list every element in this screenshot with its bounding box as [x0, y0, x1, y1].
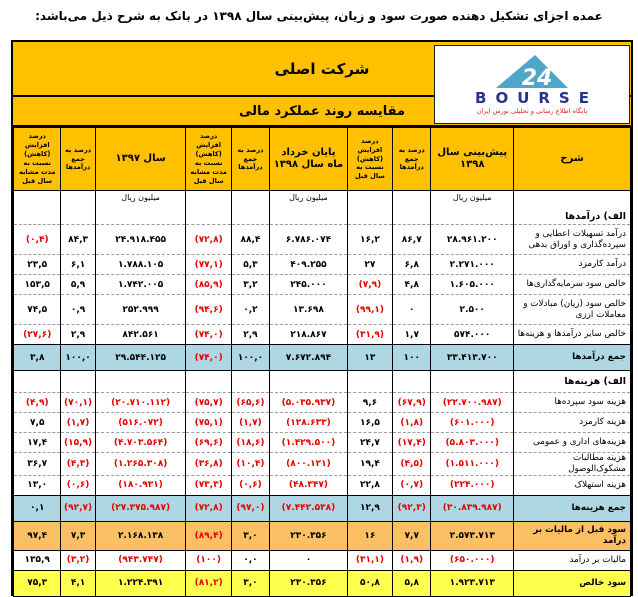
cell-value: (۱,۷) [231, 413, 269, 433]
empty-cell [14, 371, 61, 393]
cell-value: ۲.۱۶۸.۱۳۸ [95, 521, 186, 550]
cell-value: (۱.۵۱۱.۰۰۰) [431, 453, 514, 476]
cell-value: ۵,۳ [231, 255, 269, 275]
cell-value: (۰,۷) [393, 475, 431, 495]
logo-tagline: پایگاه اطلاع رسانی و تحلیلی بورس ایران [476, 107, 588, 115]
header-row [14, 128, 631, 191]
cell-value: ۳,۲ [231, 275, 269, 295]
cell-value: ۲۵۲.۹۹۹ [95, 295, 186, 325]
row-label: خالص سود سرمایه‌گذاری‌ها [514, 275, 631, 295]
empty-cell [393, 371, 431, 393]
cell-value: ۳۶,۷ [14, 453, 61, 476]
unit-label: میلیون ریال [431, 191, 514, 225]
row-label: سود قبل از مالیات بر درآمد [514, 521, 631, 550]
cell-value: ۹,۶ [347, 393, 392, 413]
cell-value: (۱,۹) [393, 550, 431, 570]
unit-label: میلیون ریال [95, 191, 186, 225]
table-row [14, 475, 631, 495]
cell-value: (۰,۶) [231, 475, 269, 495]
cell-value: (۴.۷۰۳.۵۶۴) [95, 433, 186, 453]
cell-value: (۰,۶) [61, 475, 95, 495]
cell-value: (۱.۲۶۵.۳۰۸) [95, 453, 186, 476]
table-row [14, 433, 631, 453]
cell-value: (۱۲۸.۶۳۳) [270, 413, 348, 433]
cell-value: ۴,۸ [393, 275, 431, 295]
cell-value: (۹۹,۱) [347, 295, 392, 325]
cell-value: (۷۳,۳) [186, 475, 231, 495]
cell-value: ۵,۹ [61, 275, 95, 295]
cell-value: ۵,۸ [393, 570, 431, 596]
empty-cell [61, 191, 95, 225]
empty-cell [347, 371, 392, 393]
cell-value: ۱۹,۴ [347, 453, 392, 476]
cell-value: (۶۵,۶) [231, 393, 269, 413]
cell-value: (۵۱۶.۰۷۲) [95, 413, 186, 433]
empty-cell [14, 191, 61, 225]
cell-value: (۷.۴۴۲.۵۳۸) [270, 495, 348, 521]
cell-value: ۶,۱ [61, 255, 95, 275]
cell-value: (۷۲,۸) [186, 495, 231, 521]
cell-value: (۱۸,۶) [231, 433, 269, 453]
cell-value: ۹۷,۴ [14, 521, 61, 550]
cell-value: ۱.۷۸۸.۱۰۵ [95, 255, 186, 275]
row-label: جمع درآمدها [514, 345, 631, 371]
row-label: خالص سود (زیان) مبادلات و معاملات ارزی [514, 295, 631, 325]
cell-value: (۱۷,۴) [393, 433, 431, 453]
empty-cell [231, 371, 269, 393]
table-row [14, 255, 631, 275]
cell-value: ۰,۲ [231, 295, 269, 325]
cell-value: ۶,۸ [393, 255, 431, 275]
table-row [14, 295, 631, 325]
cell-value: (۷,۹) [347, 275, 392, 295]
col-description: شرح [514, 128, 631, 191]
col-pct-of-revenue-1398: درصد به جمع درآمدها [393, 128, 431, 191]
financial-table [13, 127, 631, 597]
cell-value: ۴,۱ [61, 570, 95, 596]
row-label: سود خالص [514, 570, 631, 596]
cell-value: (۱۸۰.۹۳۱) [95, 475, 186, 495]
cell-value: ۲۸.۹۶۱.۲۰۰ [431, 225, 514, 255]
cell-value: ۷۴,۵ [14, 295, 61, 325]
cell-value: ۱,۷ [393, 325, 431, 345]
page-title: عمده اجزای تشکیل دهنده صورت سود و زیان، پیش‌بینی سال ۱۳۹۸ در بانک به شرح ذیل می‌باشد: [35, 9, 603, 23]
cell-value: (۶۷,۹) [393, 393, 431, 413]
cell-value: (۲۲.۷۰۰.۹۸۷) [431, 393, 514, 413]
cell-value: ۲.۲۷۱.۰۰۰ [431, 255, 514, 275]
cell-value: (۲۲۴.۰۰۰) [431, 475, 514, 495]
empty-cell [431, 371, 514, 393]
table-row [14, 521, 631, 550]
row-label: هزینه سود سپرده‌ها [514, 393, 631, 413]
empty-cell [186, 371, 231, 393]
cell-value: (۴,۵) [393, 453, 431, 476]
table-body [14, 191, 631, 597]
cell-value: ۱۳,۰ [14, 475, 61, 495]
cell-value: (۳۱,۱) [347, 550, 392, 570]
row-label: خالص سایر درآمدها و هزینه‌ها [514, 325, 631, 345]
cell-value: ۵۷۴.۰۰۰ [431, 325, 514, 345]
cell-value: (۵.۰۳۵.۹۳۷) [270, 393, 348, 413]
cell-value: ۲.۵۰۰ [431, 295, 514, 325]
cell-value: ۲۴,۷ [347, 433, 392, 453]
row-label: مالیات بر درآمد [514, 550, 631, 570]
company-name: شرکت اصلی [274, 59, 370, 78]
cell-value: (۷۲,۸) [186, 225, 231, 255]
cell-value: (۱۵,۹) [61, 433, 95, 453]
cell-value: ۱۷,۴ [14, 433, 61, 453]
cell-value: ۷,۵ [14, 413, 61, 433]
row-label: هزینه مطالبات مشکوک‌الوصول [514, 453, 631, 476]
cell-value: ۲۱۸.۸۶۷ [270, 325, 348, 345]
cell-value: ۱۵۳,۵ [14, 275, 61, 295]
col-change-vs-same-period-1397: درصد افزایش (کاهش) نسبت به مدت مشابه سال قبل [14, 128, 61, 191]
cell-value: (۸۹,۴) [186, 521, 231, 550]
cell-value: ۱۳ [347, 345, 392, 371]
row-label: هزینه کارمزد [514, 413, 631, 433]
cell-value: ۲۹.۵۴۴.۱۲۵ [95, 345, 186, 371]
col-pct-of-revenue-khordad: درصد به جمع درآمدها [231, 128, 269, 191]
empty-cell [186, 191, 231, 225]
cell-value: ۰ [270, 550, 348, 570]
col-change-vs-same-period-khordad: درصد افزایش (کاهش) نسبت به مدت مشابه سال قبل [186, 128, 231, 191]
bourse24-logo [434, 45, 630, 124]
cell-value: (۹۴۳.۷۴۷) [95, 550, 186, 570]
cell-value: ۳,۰ [231, 570, 269, 596]
cell-value: ۰,۰ [231, 550, 269, 570]
cell-value: ۱.۶۰۵.۰۰۰ [431, 275, 514, 295]
cell-value: ۱۶,۲ [347, 225, 392, 255]
cell-value: ۳,۸ [14, 345, 61, 371]
cell-value: (۹۲,۷) [61, 495, 95, 521]
report-title: مقایسه روند عملکرد مالی [239, 103, 405, 119]
cell-value: ۲۴.۹۱۸.۴۵۵ [95, 225, 186, 255]
cell-value: ۲۳۰.۳۵۶ [270, 521, 348, 550]
cell-value: ۸۸,۴ [231, 225, 269, 255]
cell-value: (۶۹,۶) [186, 433, 231, 453]
cell-value: ۳,۰ [231, 521, 269, 550]
cell-value: (۲۷.۳۷۵.۹۸۷) [95, 495, 186, 521]
empty-cell [231, 191, 269, 225]
cell-value: (۷۰,۱) [61, 393, 95, 413]
cell-value: ۵۰,۸ [347, 570, 392, 596]
cell-value: (۷۷,۱) [186, 255, 231, 275]
cell-value: (۴۸.۳۴۷) [270, 475, 348, 495]
empty-cell [95, 371, 186, 393]
section-revenues-label: الف) درآمدها [514, 191, 631, 225]
cell-value: ۲۳۰.۳۵۶ [270, 570, 348, 596]
cell-value: (۹۲,۳) [393, 495, 431, 521]
cell-value: ۸۴,۳ [61, 225, 95, 255]
unit-label: میلیون ریال [270, 191, 348, 225]
cell-value: (۷۴,۰) [186, 325, 231, 345]
table-row [14, 495, 631, 521]
col-year-1397: سال ۱۳۹۷ [95, 128, 186, 191]
empty-cell [347, 191, 392, 225]
table-row [14, 413, 631, 433]
cell-value: (۹۴,۶) [186, 295, 231, 325]
cell-value: (۴,۹) [14, 393, 61, 413]
cell-value: ۰,۹ [61, 295, 95, 325]
table-row [14, 453, 631, 476]
row-label: هزینه‌های اداری و عمومی [514, 433, 631, 453]
table-row [14, 550, 631, 570]
cell-value: (۶۰۱.۰۰۰) [431, 413, 514, 433]
cell-value: ۰ [393, 295, 431, 325]
table-row [14, 325, 631, 345]
table-row [14, 345, 631, 371]
cell-value: (۶۵۰.۰۰۰) [431, 550, 514, 570]
cell-value: ۲,۹ [61, 325, 95, 345]
col-forecast-1398: پیش‌بینی سال ۱۳۹۸ [431, 128, 514, 191]
cell-value: (۱۰۰) [186, 550, 231, 570]
cell-value: ۱.۹۲۳.۷۱۳ [431, 570, 514, 596]
logo-number: 24 [521, 66, 553, 90]
row-label: جمع هزینه‌ها [514, 495, 631, 521]
empty-cell [61, 371, 95, 393]
cell-value: (۱۰,۴) [231, 453, 269, 476]
cell-value: ۱.۷۴۲.۰۰۵ [95, 275, 186, 295]
section-row [14, 371, 631, 393]
col-change-vs-prev-1398: درصد افزایش (کاهش) نسبت به سال قبل [347, 128, 392, 191]
cell-value: (۰,۴) [14, 225, 61, 255]
cell-value: ۱۶ [347, 521, 392, 550]
col-end-khordad-1398: پایان خرداد ماه سال ۱۳۹۸ [270, 128, 348, 191]
row-label: درآمد تسهیلات اعطایی و سپرده‌گذاری و اوراق بدهی [514, 225, 631, 255]
cell-value: ۱۰۰ [393, 345, 431, 371]
cell-value: ۱۳۵,۹ [14, 550, 61, 570]
cell-value: ۲۳,۵ [14, 255, 61, 275]
report-frame [11, 40, 633, 596]
cell-value: ۷,۷ [393, 521, 431, 550]
cell-value: ۱۳.۶۹۸ [270, 295, 348, 325]
cell-value: (۹۷,۰) [231, 495, 269, 521]
logo-brand-text: BOURSE [475, 89, 598, 107]
cell-value: (۸۵,۹) [186, 275, 231, 295]
cell-value: ۲.۵۷۳.۷۱۳ [431, 521, 514, 550]
table-row [14, 393, 631, 413]
cell-value: ۸۴۲.۵۶۱ [95, 325, 186, 345]
table-row [14, 275, 631, 295]
empty-cell [393, 191, 431, 225]
cell-value: (۷۴,۰) [186, 345, 231, 371]
cell-value: ۶.۷۸۶.۰۷۴ [270, 225, 348, 255]
cell-value: (۷۵,۷) [186, 393, 231, 413]
cell-value: ۱۰۰,۰ [61, 345, 95, 371]
cell-value: ۱.۲۲۴.۳۹۱ [95, 570, 186, 596]
cell-value: ۲,۹ [231, 325, 269, 345]
cell-value: (۲۷,۶) [14, 325, 61, 345]
table-row [14, 225, 631, 255]
row-label: الف) هزینه‌ها [514, 371, 631, 393]
cell-value: (۱.۴۲۹.۵۰۰) [270, 433, 348, 453]
cell-value: (۷۵,۱) [186, 413, 231, 433]
cell-value: (۳,۲) [61, 550, 95, 570]
row-label: درآمد کارمزد [514, 255, 631, 275]
bourse24-triangle-icon [495, 54, 569, 90]
cell-value: (۳۰.۸۳۹.۹۸۷) [431, 495, 514, 521]
cell-value: ۲۷ [347, 255, 392, 275]
cell-value: ۲۲,۸ [347, 475, 392, 495]
cell-value: ۱۶,۵ [347, 413, 392, 433]
cell-value: (۵.۸۰۳.۰۰۰) [431, 433, 514, 453]
cell-value: ۱۲,۹ [347, 495, 392, 521]
row-label: هزینه استهلاک [514, 475, 631, 495]
cell-value: (۳۱,۹) [347, 325, 392, 345]
cell-value: ۷,۳ [61, 521, 95, 550]
cell-value: ۷۵,۳ [14, 570, 61, 596]
cell-value: (۸۱,۲) [186, 570, 231, 596]
cell-value: (۲۰.۷۱۰.۱۱۲) [95, 393, 186, 413]
cell-value: (۱,۸) [393, 413, 431, 433]
cell-value: ۷.۶۷۲.۸۹۴ [270, 345, 348, 371]
empty-cell [270, 371, 348, 393]
cell-value: ۰,۱ [14, 495, 61, 521]
cell-value: ۸۶,۷ [393, 225, 431, 255]
units-row [14, 191, 631, 225]
cell-value: (۱,۷) [61, 413, 95, 433]
col-pct-of-revenue-1397: درصد به جمع درآمدها [61, 128, 95, 191]
cell-value: ۱۰۰,۰ [231, 345, 269, 371]
cell-value: (۳۶,۸) [186, 453, 231, 476]
cell-value: ۲۴۵.۰۰۰ [270, 275, 348, 295]
cell-value: (۸۰۰.۱۲۱) [270, 453, 348, 476]
cell-value: ۴۰۹.۲۵۵ [270, 255, 348, 275]
cell-value: ۳۳.۴۱۳.۷۰۰ [431, 345, 514, 371]
cell-value: (۴,۳) [61, 453, 95, 476]
table-row [14, 570, 631, 596]
